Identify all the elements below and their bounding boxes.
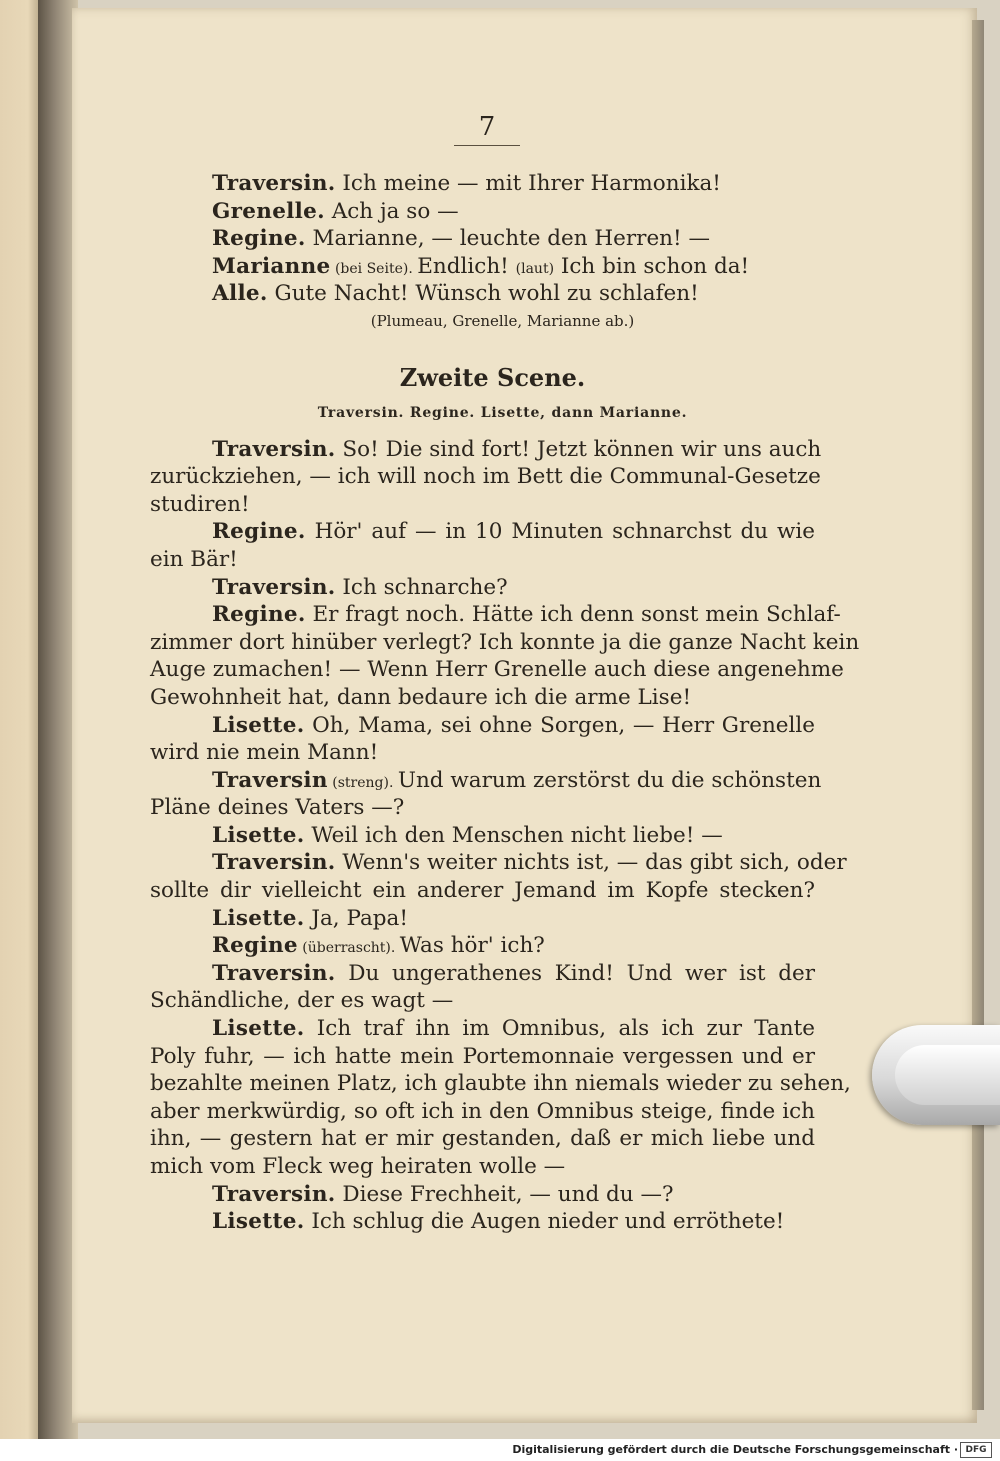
speaker-name: Lisette. bbox=[212, 905, 305, 931]
speaker-name: Traversin. bbox=[212, 574, 336, 600]
speaker-name: Traversin. bbox=[212, 960, 336, 986]
dfg-logo-icon: DFG bbox=[960, 1442, 992, 1458]
cast-list: Traversin. Regine. Lisette, dann Marianne. bbox=[317, 404, 688, 421]
line-text: Ja, Papa! bbox=[304, 905, 408, 931]
line-text: Du ungerathenes Kind! Und wer ist der bbox=[335, 960, 815, 986]
speaker-name: Lisette. bbox=[212, 1016, 305, 1042]
dialogue-line: ein Bär! bbox=[150, 546, 238, 572]
dialogue-line bbox=[150, 170, 815, 198]
line-text: Ich schnarche? bbox=[335, 574, 508, 600]
dialogue-line bbox=[150, 280, 815, 308]
speaker-name: Grenelle. bbox=[212, 198, 325, 224]
text-block bbox=[150, 170, 860, 1236]
line-text: Oh, Mama, sei ohne Sorgen, — Herr Grenelle bbox=[304, 712, 815, 738]
speaker-name: Lisette. bbox=[212, 822, 305, 848]
stage-aside: (streng). bbox=[327, 774, 398, 791]
dialogue-line bbox=[150, 822, 815, 850]
speaker-name: Lisette. bbox=[212, 712, 305, 738]
funding-credit: Digitalisierung gefördert durch die Deutsche Forschungsgemeinschaft · bbox=[512, 1443, 958, 1456]
speaker-name: Traversin. bbox=[212, 850, 336, 876]
dialogue-line bbox=[150, 225, 815, 253]
dialogue-line: Pläne deines Vaters —? bbox=[150, 795, 405, 821]
dialogue-line: ihn, — gestern hat er mir gestanden, daß er mich liebe und bbox=[150, 1126, 815, 1152]
dialogue-line: studiren! bbox=[150, 491, 250, 517]
dialogue-line bbox=[150, 712, 815, 740]
dialogue-line: zimmer dort hinüber verlegt? Ich konnte ja die ganze Nacht kein bbox=[150, 629, 860, 655]
line-text: Weil ich den Menschen nicht liebe! — bbox=[304, 822, 723, 848]
dialogue-line bbox=[150, 905, 815, 933]
page-number: 7 bbox=[478, 112, 496, 142]
dialogue-line bbox=[150, 932, 815, 960]
dialogue-line: bezahlte meinen Platz, ich glaubte ihn niemals wieder zu sehen, bbox=[150, 1071, 851, 1097]
line-text: Was hör' ich? bbox=[399, 933, 545, 959]
dialogue-line bbox=[150, 1181, 815, 1209]
line-text: Diese Frechheit, — und du —? bbox=[335, 1181, 674, 1207]
dialogue-line: Gewohnheit hat, dann bedaure ich die arme Lise! bbox=[150, 684, 692, 710]
speaker-name: Traversin. bbox=[212, 171, 336, 196]
stage-aside: (bei Seite). bbox=[330, 260, 418, 277]
dialogue-line: aber merkwürdig, so oft ich in den Omnibus steige, finde ich bbox=[150, 1098, 815, 1124]
dialogue-line bbox=[150, 518, 815, 546]
line-text: Marianne, — leuchte den Herren! — bbox=[305, 226, 710, 252]
dialogue-line bbox=[150, 1015, 815, 1043]
dialogue-line: wird nie mein Mann! bbox=[150, 740, 379, 766]
dialogue-line bbox=[150, 601, 841, 629]
speaker-name: Traversin. bbox=[212, 436, 336, 462]
dialogue-line: Auge zumachen! — Wenn Herr Grenelle auch diese angenehme bbox=[150, 657, 844, 683]
line-text: Ach ja so — bbox=[324, 198, 459, 224]
dialogue-line bbox=[150, 198, 815, 226]
line-text: So! Die sind fort! Jetzt können wir uns auch bbox=[335, 436, 822, 462]
line-text: Er fragt noch. Hätte ich denn sonst mein Schlaf- bbox=[305, 602, 841, 628]
stage-aside: (laut) bbox=[515, 260, 555, 277]
line-text: Ich bin schon da! bbox=[554, 253, 750, 279]
line-text: Endlich! bbox=[417, 253, 516, 279]
speaker-name: Marianne bbox=[212, 253, 331, 279]
dialogue-line bbox=[150, 436, 822, 464]
speaker-name: Regine bbox=[212, 933, 298, 959]
dialogue-line: Poly fuhr, — ich hatte mein Portemonnaie vergessen und er bbox=[150, 1043, 815, 1069]
stage-direction: (Plumeau, Grenelle, Marianne ab.) bbox=[370, 311, 635, 330]
line-text: Ich traf ihn im Omnibus, als ich zur Tante bbox=[304, 1016, 815, 1042]
speaker-name: Traversin bbox=[212, 767, 328, 793]
book-clip-highlight bbox=[895, 1045, 1000, 1105]
dialogue-line bbox=[150, 253, 815, 281]
dialogue-line bbox=[150, 574, 815, 602]
dialogue-line bbox=[150, 1208, 815, 1236]
line-text: Ich meine — mit Ihrer Harmonika! bbox=[335, 171, 721, 196]
dialogue-line: Schändliche, der es wagt — bbox=[150, 988, 454, 1014]
stage-aside: (überrascht). bbox=[297, 940, 400, 957]
dialogue-line bbox=[150, 960, 815, 988]
line-text: Gute Nacht! Wünsch wohl zu schlafen! bbox=[267, 281, 699, 307]
page-number-rule bbox=[454, 145, 520, 146]
line-text: Und warum zerstörst du die schönsten bbox=[397, 767, 822, 793]
speaker-name: Regine. bbox=[212, 226, 306, 252]
dialogue-line: mich vom Fleck weg heiraten wolle — bbox=[150, 1154, 566, 1179]
dialogue-line bbox=[150, 767, 822, 795]
speaker-name: Regine. bbox=[212, 602, 306, 628]
line-text: Wenn's weiter nichts ist, — das gibt sich, oder bbox=[335, 850, 847, 876]
dialogue-line: zurückziehen, — ich will noch im Bett die Communal-Gesetze bbox=[150, 464, 821, 490]
speaker-name: Alle. bbox=[212, 281, 268, 307]
speaker-name: Regine. bbox=[212, 519, 306, 545]
left-page-edge bbox=[0, 0, 40, 1461]
line-text: Ich schlug die Augen nieder und erröthete! bbox=[304, 1209, 785, 1235]
dialogue-line bbox=[150, 849, 847, 877]
page-edge-shadow bbox=[972, 20, 984, 1410]
dialogue-line: sollte dir vielleicht ein anderer Jemand im Kopfe stecken? bbox=[150, 878, 815, 904]
line-text: Hör' auf — in 10 Minuten schnarchst du wie bbox=[305, 519, 815, 545]
speaker-name: Traversin. bbox=[212, 1181, 336, 1207]
scene-title: Zweite Scene. bbox=[399, 362, 586, 392]
speaker-name: Lisette. bbox=[212, 1209, 305, 1235]
